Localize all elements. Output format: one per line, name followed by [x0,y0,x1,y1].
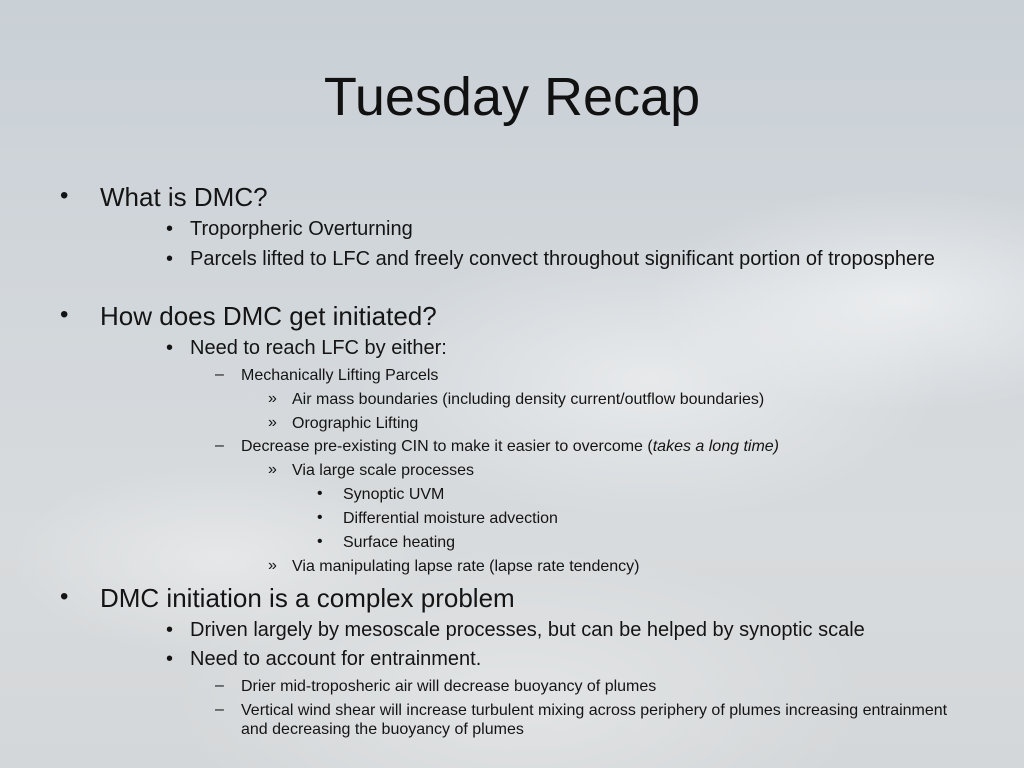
bullet-text: Vertical wind shear will increase turbulent mixing across periphery of plumes increasing entrainment and decreasing the buoyancy of plumes [241,702,948,738]
bullet-text [241,437,961,456]
bullet-text: Drier mid-troposheric air will decrease buoyancy of plumes [241,678,657,695]
bullet-marker: – [215,437,224,454]
bullet-marker: • [166,619,174,641]
bullet-text: Need to account for entrainment. [190,648,482,670]
bullet-marker: » [268,461,277,478]
bullet-marker: » [268,557,277,574]
bullet-text: Synoptic UVM [343,486,445,503]
bullet-marker: • [166,337,174,359]
bullet-text: How does DMC get initiated? [100,301,437,331]
bullet-text: Mechanically Lifting Parcels [241,367,439,384]
bullet-text: Via manipulating lapse rate (lapse rate tendency) [292,558,640,575]
bullet-marker: • [317,485,323,502]
bullet-marker: » [268,390,277,407]
bullet-text: Differential moisture advection [343,510,558,527]
bullet-text: Surface heating [343,534,456,551]
bullet-text: Via large scale processes [292,462,475,479]
bullet-text: Orographic Lifting [292,415,419,432]
bullet-marker: » [268,414,277,431]
bullet-marker: • [166,648,174,670]
bullet-marker: • [60,182,69,209]
bullet-marker: • [317,509,323,526]
bullet-text: Air mass boundaries (including density current/outflow boundaries) [292,391,765,408]
bullet-marker: – [215,677,224,694]
bullet-marker: – [215,701,224,718]
bullet-marker: • [317,533,323,550]
bullet-marker: – [215,366,224,383]
bullet-text: Driven largely by mesoscale processes, but can be helped by synoptic scale [190,619,865,641]
bullet-text: Troporpheric Overturning [190,218,413,240]
bullet-text-plain: Decrease pre-existing CIN to make it easier to overcome ( [241,438,653,455]
bullet-marker: • [60,583,69,610]
bullet-text-emphasis: takes a long time) [652,438,779,455]
bullet-marker: • [60,301,69,328]
bullet-marker: • [166,248,174,270]
bullet-text: Parcels lifted to LFC and freely convect throughout significant portion of troposphere [190,248,935,270]
bullet-text: Need to reach LFC by either: [190,337,447,359]
bullet-text: What is DMC? [100,182,268,212]
slide-title: Tuesday Recap [323,67,701,127]
bullet-marker: • [166,218,174,240]
bullet-text: DMC initiation is a complex problem [100,583,515,613]
